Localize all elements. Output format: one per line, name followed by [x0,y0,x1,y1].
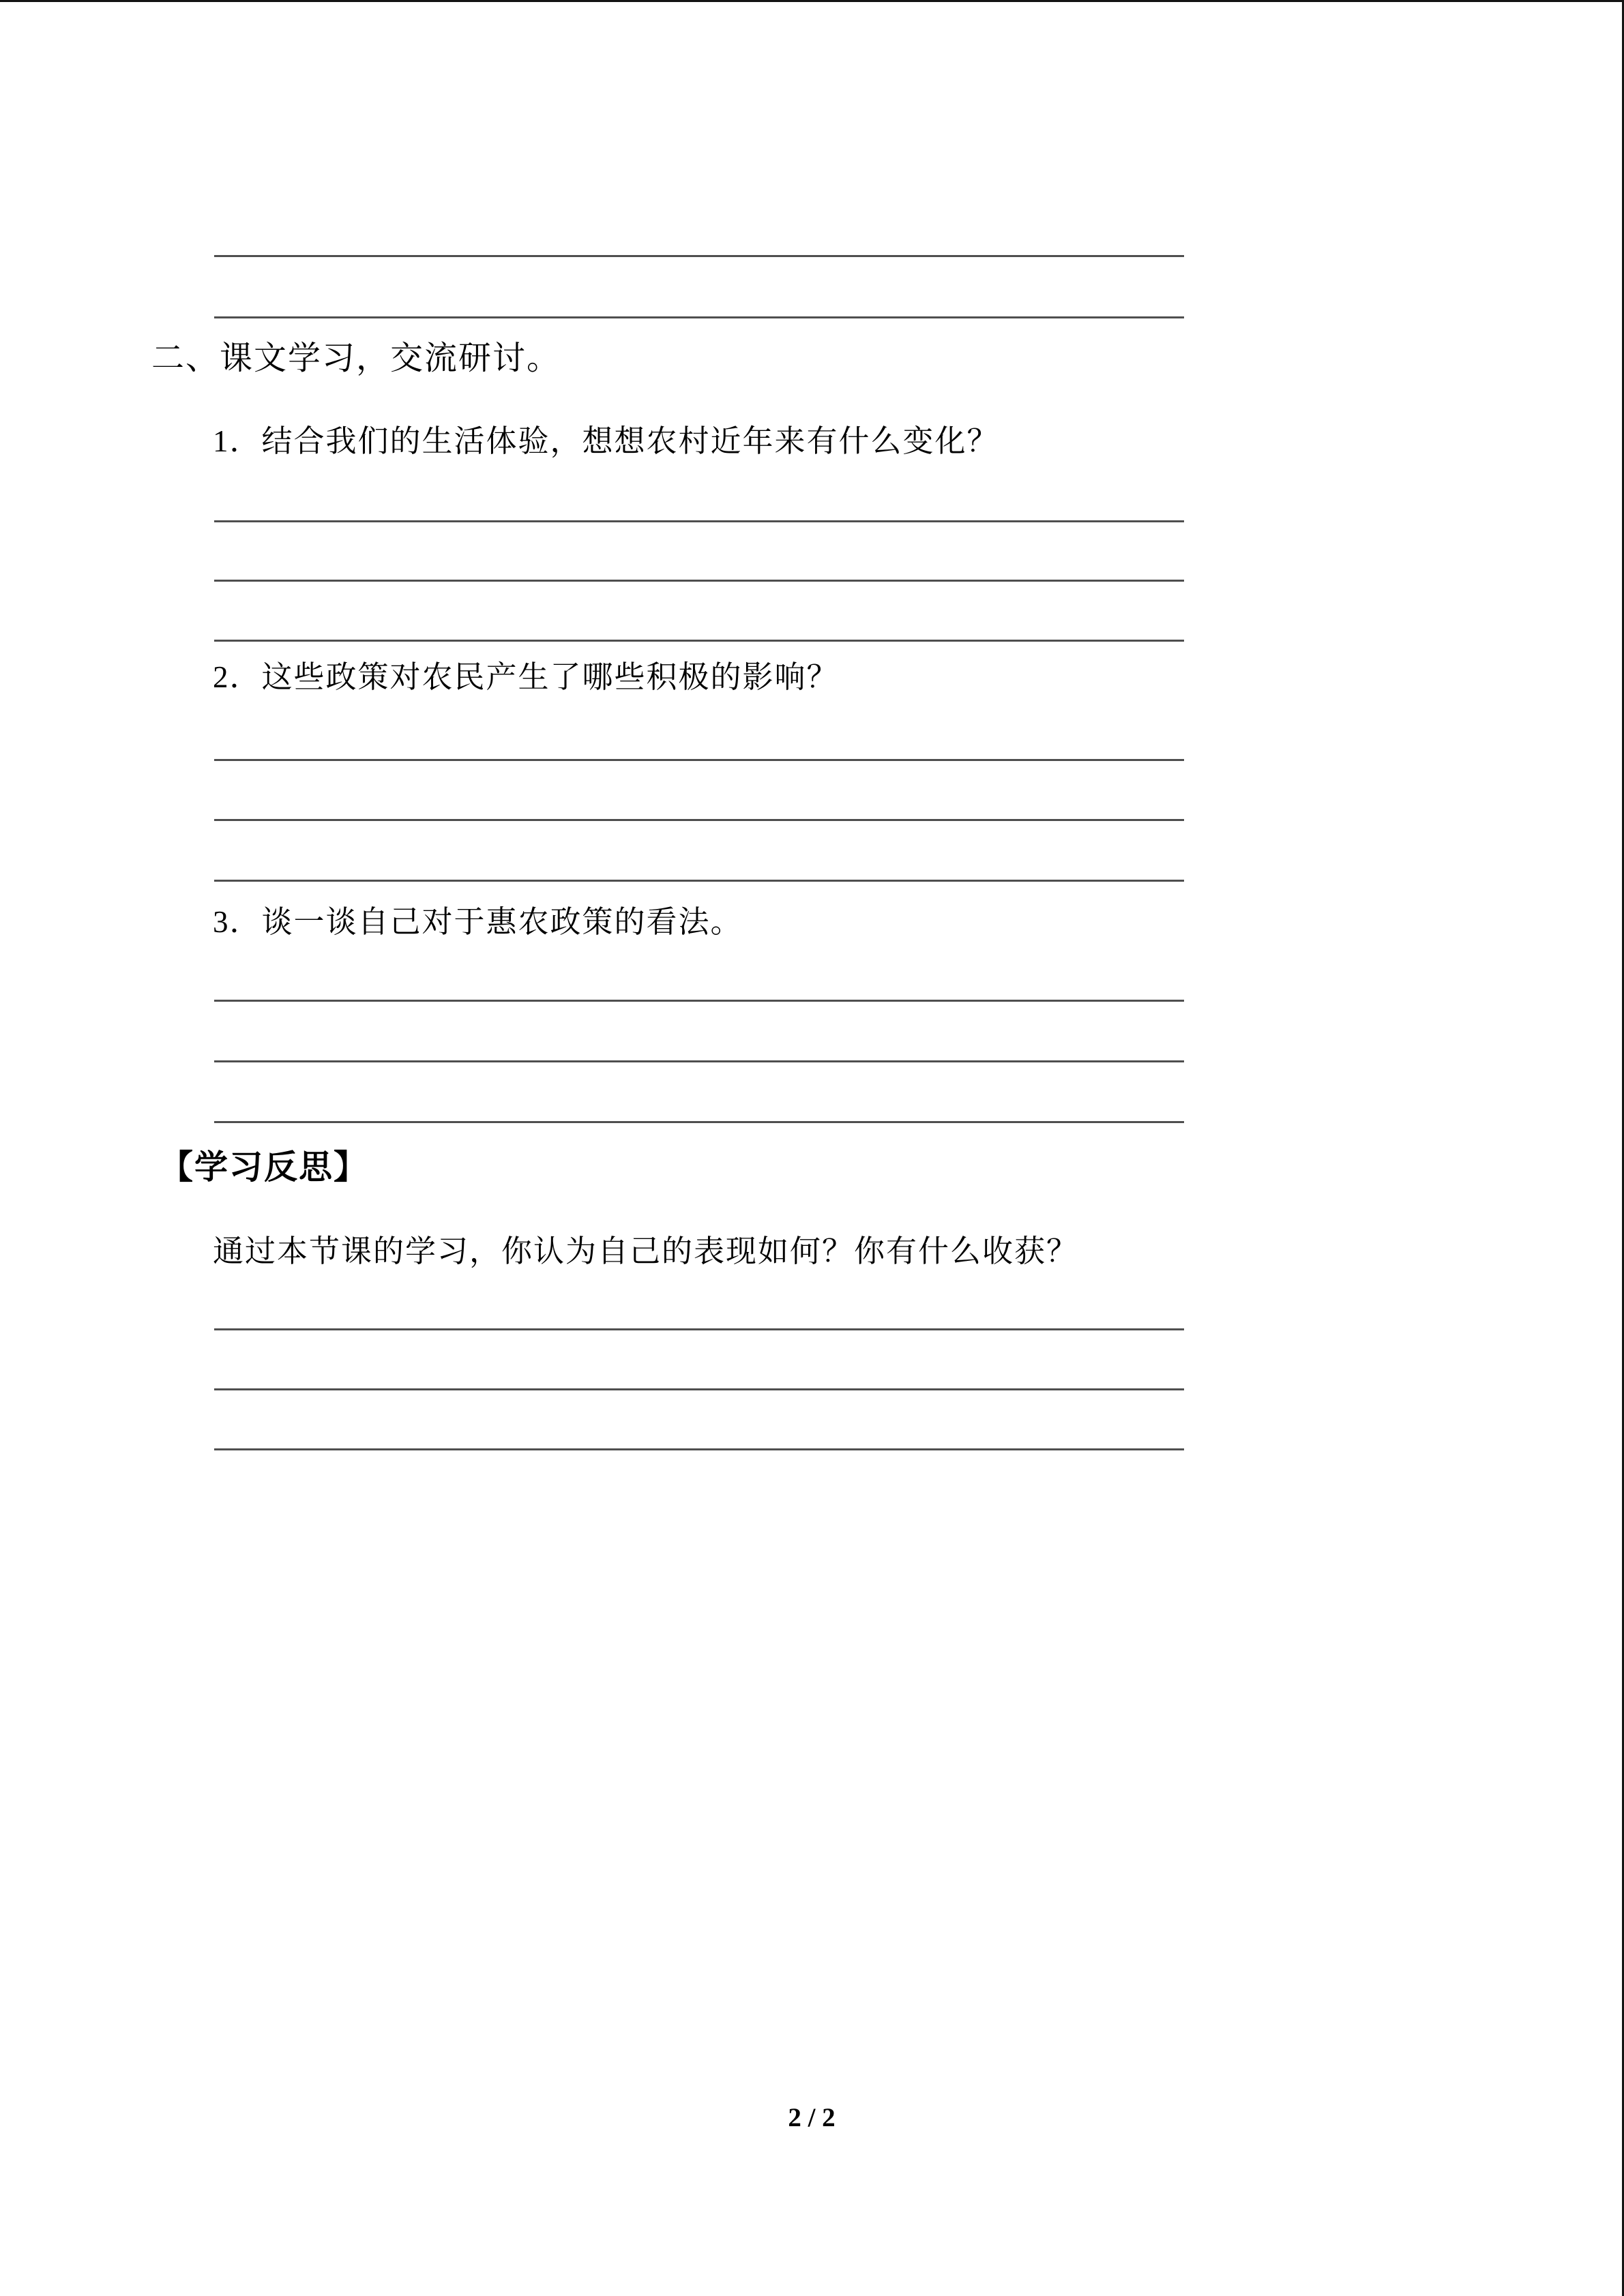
answer-line [214,759,1184,761]
answer-line [214,880,1184,882]
answer-line [214,1388,1184,1390]
answer-line [214,819,1184,821]
question-3-text: 3．谈一谈自己对于惠农政策的看法。 [213,905,743,939]
answer-line [214,1448,1184,1450]
page-number: 2 / 2 [788,2103,836,2132]
answer-line [214,1000,1184,1002]
section-two-heading: 二、课文学习，交流研讨。 [151,340,561,376]
answer-line [214,255,1184,257]
reflection-heading: 【学习反思】 [160,1148,369,1186]
answer-line [214,520,1184,522]
answer-line [214,640,1184,642]
answer-line [214,580,1184,582]
question-2-text: 2．这些政策对农民产生了哪些积极的影响？ [213,660,839,694]
answer-line [214,1060,1184,1062]
answer-line [214,316,1184,318]
question-1-text: 1．结合我们的生活体验，想想农村近年来有什么变化？ [213,424,999,458]
screenshot-top-edge-line [0,0,1624,2]
answer-line [214,1328,1184,1330]
reflection-prompt: 通过本节课的学习，你认为自己的表现如何？你有什么收获？ [213,1234,1079,1268]
answer-line [214,1121,1184,1123]
